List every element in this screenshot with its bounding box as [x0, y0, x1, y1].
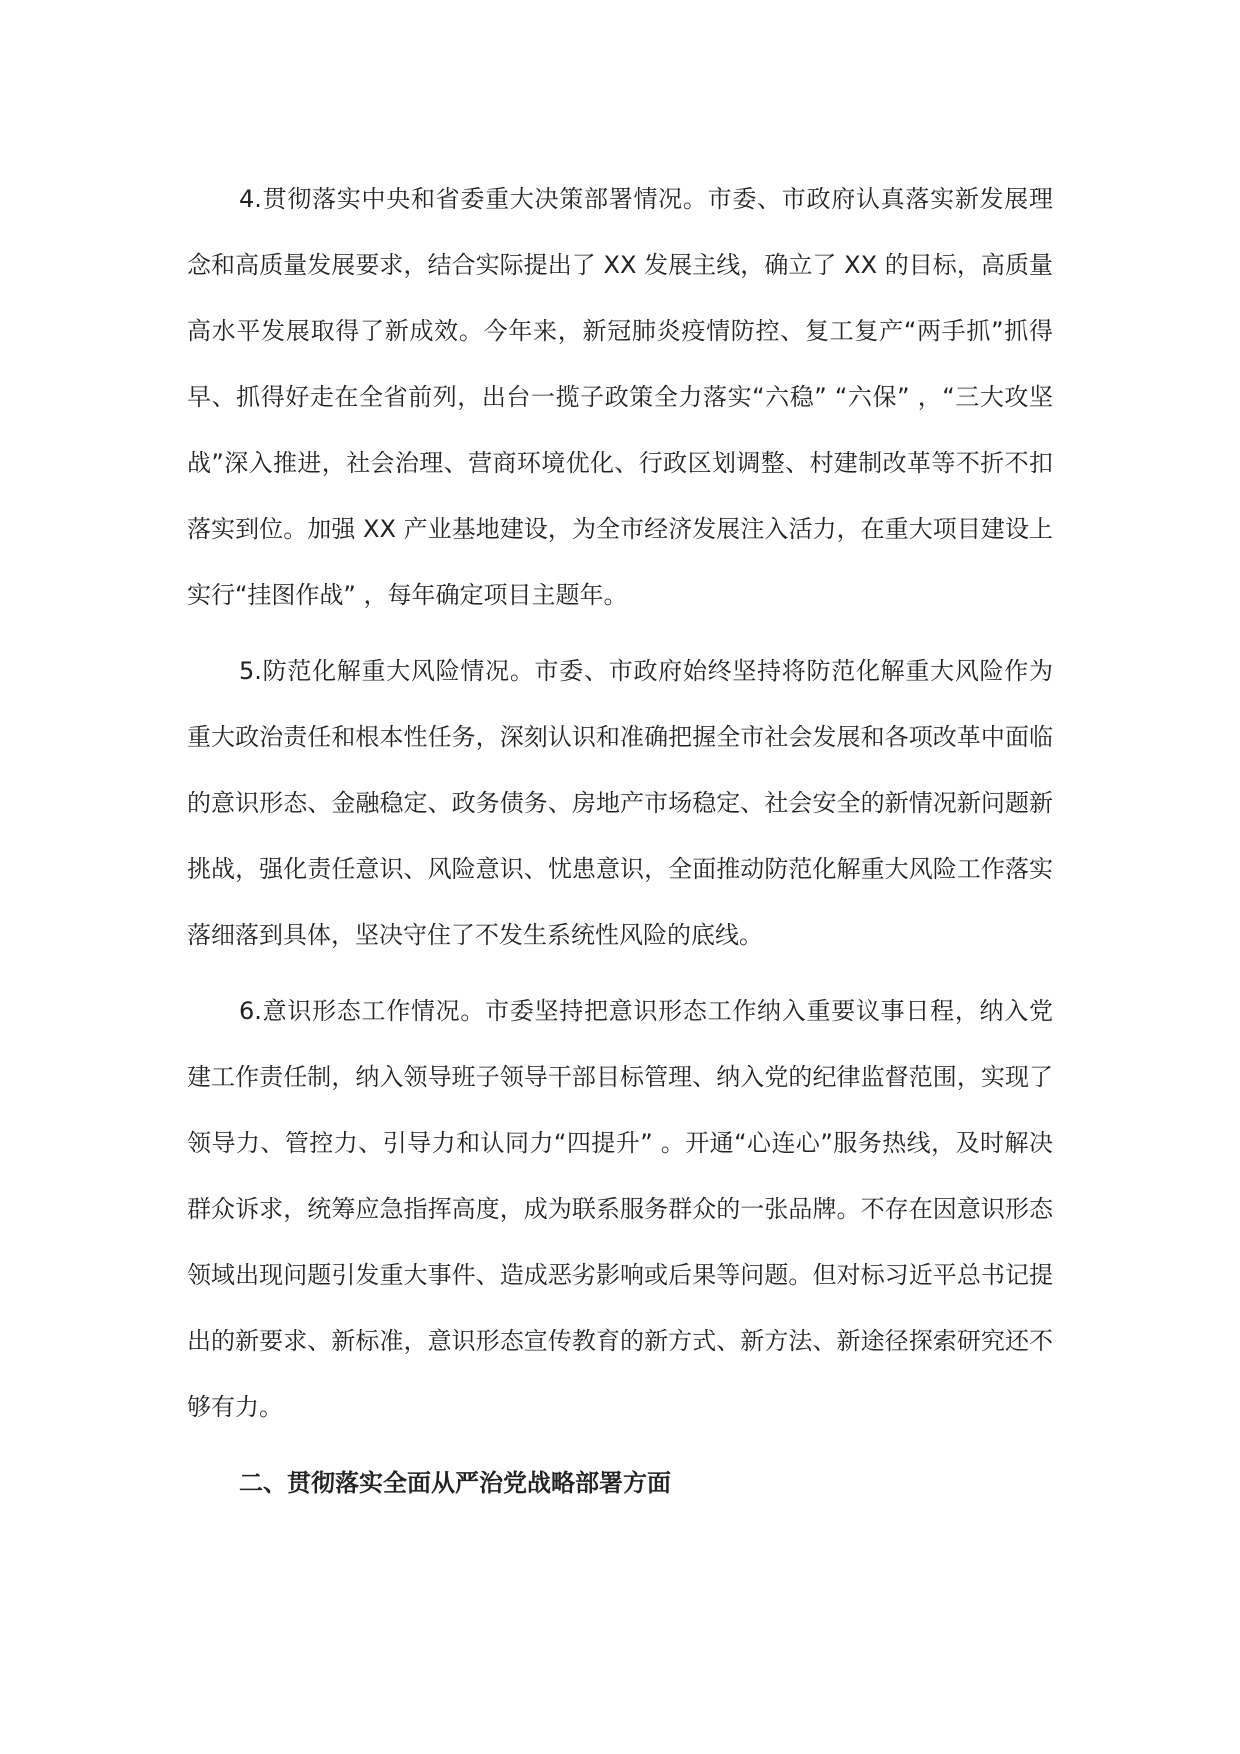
paragraph-ideology-work: 6.意识形态工作情况。市委坚持把意识形态工作纳入重要议事日程，纳入党建工作责任制，纳入领导班子领导干部目标管理、纳入党的纪律监督范围，实现了领导力、管控力、引导力和认同力“四提升” 。开通“心连心”服务热线，及时解决群众诉求，统筹应急指挥高度，成为联系服务群众的一张品牌。不存在因意识形态领域出现问题引发重大事件、造成恶劣影响或后果等问题。但对标习近平总书记提出的新要求、新标准，意识形态宣传教育的新方式、新方法、新途径探索研究还不够有力。: [187, 997, 1053, 1421]
section-heading: 二、贯彻落实全面从严治党战略部署方面: [239, 1469, 671, 1497]
paragraph-decision-implementation: 4.贯彻落实中央和省委重大决策部署情况。市委、市政府认真落实新发展理念和高质量发展要求，结合实际提出了 XX 发展主线，确立了 XX 的目标，高质量高水平发展取得了新成效。今年来，新冠肺炎疫情防控、复工复产“两手抓”抓得早、抓得好走在全省前列，出台一揽子政策全力落实“六稳” “六保” ，“三大攻坚战”深入推进，社会治理、营商环境优化、行政区划调整、村建制改革等不折不扣落实到位。加强 XX 产业基地建设，为全市经济发展注入活力，在重大项目建设上实行“挂图作战” ，每年确定项目主题年。: [187, 185, 1053, 609]
document-body: [187, 166, 1053, 1516]
paragraph-risk-prevention: 5.防范化解重大风险情况。市委、市政府始终坚持将防范化解重大风险作为重大政治责任和根本性任务，深刻认识和准确把握全市社会发展和各项改革中面临的意识形态、金融稳定、政务债务、房地产市场稳定、社会安全的新情况新问题新挑战，强化责任意识、风险意识、忧患意识，全面推动防范化解重大风险工作落实落细落到具体，坚决守住了不发生系统性风险的底线。: [187, 657, 1053, 949]
